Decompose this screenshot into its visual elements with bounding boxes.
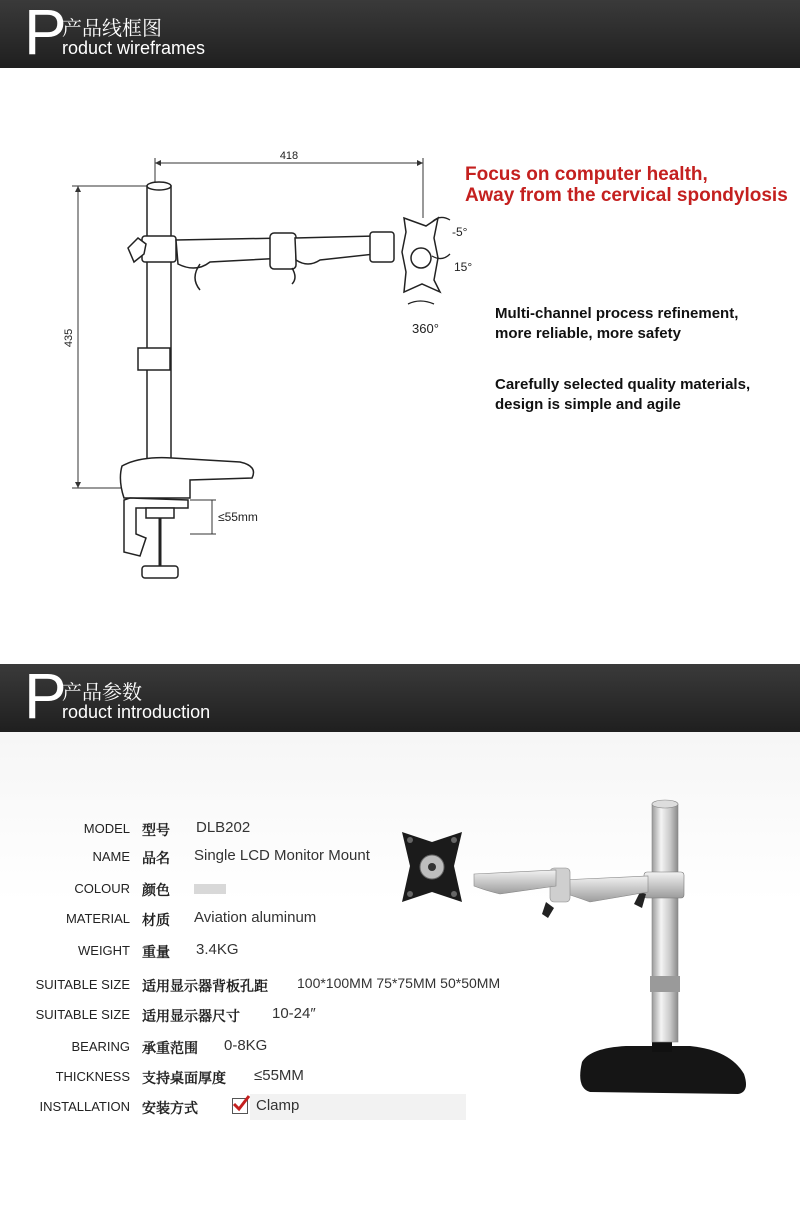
introduction-section: [0, 732, 800, 1216]
feature-1: [495, 304, 738, 344]
spec-row-bearing: [0, 1036, 560, 1060]
tilt-up-label: -5°: [452, 225, 468, 239]
clamp-thickness-label: ≤55mm: [218, 510, 258, 524]
spec-key: MATERIAL: [65, 911, 130, 926]
rotate-arrow: [408, 301, 434, 304]
banner-initial: P: [24, 660, 67, 732]
headline-line-1: Focus on computer health,: [465, 164, 708, 185]
height-label: 435: [63, 328, 75, 348]
arm-collar: [142, 236, 176, 262]
spec-key: NAME: [92, 849, 130, 864]
headline: [465, 164, 788, 206]
spec-row-thickness: [0, 1066, 560, 1090]
spec-key-cn: 颜色: [142, 882, 170, 898]
arm-segment-2: [295, 236, 375, 264]
checkmark-icon: [232, 1094, 250, 1112]
spec-row-name: [0, 846, 560, 870]
feature-1-line-1: Multi-channel process refinement,: [495, 305, 739, 322]
width-label: 418: [279, 150, 299, 162]
wireframes-banner: [0, 0, 800, 68]
feature-2: [495, 375, 750, 415]
product-arm-2: [560, 876, 648, 902]
product-base: [580, 1046, 746, 1094]
introduction-banner: [0, 660, 800, 732]
feature-2-line-1: Carefully selected quality materials,: [495, 376, 751, 393]
spec-value: ≤55MM: [254, 1067, 304, 1084]
banner-initial: P: [24, 0, 67, 68]
feature-1-line-2: more reliable, more safety: [495, 325, 681, 342]
spec-key-cn: 型号: [142, 822, 170, 838]
tilt-unit: [370, 232, 394, 262]
spec-value: DLB202: [196, 819, 251, 836]
spec-value: Clamp: [256, 1097, 300, 1114]
product-pole: [652, 804, 678, 1042]
spec-row-colour: [0, 878, 560, 902]
spec-key: THICKNESS: [55, 1069, 130, 1084]
spec-key-cn: 材质: [142, 912, 170, 928]
spec-key: COLOUR: [74, 881, 130, 896]
wireframe-diagram: [0, 68, 480, 664]
spec-value: Single LCD Monitor Mount: [194, 847, 370, 864]
spec-key-cn: 适用显示器背板孔距: [142, 978, 268, 994]
spec-key: INSTALLATION: [39, 1099, 130, 1114]
spec-value: 3.4KG: [196, 941, 239, 958]
spec-key-cn: 安装方式: [142, 1100, 198, 1116]
tilt-down-label: 15°: [454, 260, 473, 274]
rotate-label: 360°: [412, 321, 439, 336]
clamp-jaw: [124, 498, 188, 556]
banner-title-en: roduct introduction: [62, 702, 211, 722]
arm-segment-1: [176, 238, 285, 268]
headline-line-2: Away from the cervical spondylosis: [465, 185, 788, 206]
pole-outline: [147, 186, 171, 466]
cable-clip: [138, 348, 170, 370]
spec-key: BEARING: [71, 1039, 130, 1054]
banner-title-cn: 产品参数: [62, 682, 142, 704]
wireframes-section: [0, 68, 800, 664]
arm-elbow: [270, 233, 296, 269]
banner-title-cn: 产品线框图: [62, 18, 162, 40]
spec-key-cn: 适用显示器尺寸: [142, 1008, 240, 1024]
spec-row-installation: [0, 1096, 560, 1120]
banner-title-en: roduct wireframes: [62, 38, 206, 58]
spec-key: WEIGHT: [78, 943, 130, 958]
spec-row-material: [0, 908, 560, 932]
clamp-screw-knob: [142, 566, 178, 578]
spec-row-weight: [0, 940, 560, 964]
spec-row-vesa: [0, 974, 560, 998]
spec-key-cn: 品名: [142, 850, 170, 866]
spec-value: Aviation aluminum: [194, 909, 317, 926]
product-cable-clip: [650, 976, 680, 992]
clamp-base: [120, 458, 253, 498]
spec-key-cn: 支持桌面厚度: [142, 1070, 226, 1086]
spec-key: SUITABLE SIZE: [35, 1007, 130, 1022]
spec-row-model: [0, 818, 560, 842]
spec-key: SUITABLE SIZE: [35, 977, 130, 992]
spec-value: 0-8KG: [224, 1037, 268, 1054]
feature-2-line-2: design is simple and agile: [495, 396, 681, 413]
spec-key-cn: 重量: [142, 944, 170, 960]
spec-row-screen-size: [0, 1004, 560, 1028]
spec-key: MODEL: [83, 821, 130, 836]
spec-value: 100*100MM 75*75MM 50*50MM: [297, 975, 501, 991]
colour-swatch: [194, 884, 226, 894]
spec-key-cn: 承重范围: [142, 1040, 198, 1056]
checkbox: [232, 1098, 248, 1114]
spec-value: 10-24″: [272, 1005, 316, 1022]
